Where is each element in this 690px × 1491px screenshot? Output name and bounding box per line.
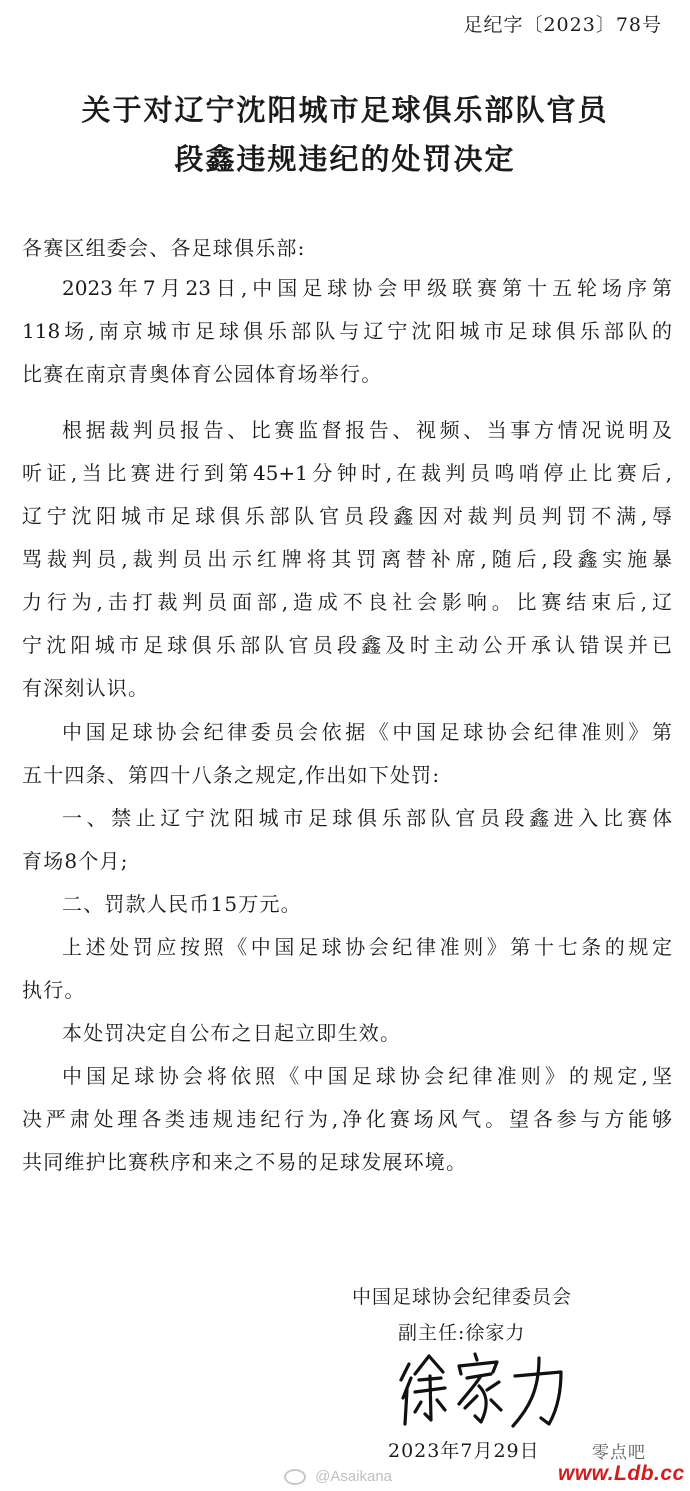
paragraph-line: 上述处罚应按照《中国足球协会纪律准则》第十七条的规定 bbox=[62, 935, 672, 959]
paragraph-line: 骂裁判员,裁判员出示红牌将其罚离替补席,随后,段鑫实施暴 bbox=[22, 547, 672, 571]
paragraph-line: 宁沈阳城市足球俱乐部队官员段鑫及时主动公开承认错误并已 bbox=[22, 633, 672, 657]
paragraph-line: 共同维护比赛秩序和来之不易的足球发展环境。 bbox=[22, 1150, 468, 1174]
site-watermark-name: 零点吧 bbox=[592, 1443, 646, 1463]
weibo-handle: @Asaikana bbox=[315, 1468, 393, 1485]
paragraph-line: 执行。 bbox=[22, 978, 86, 1002]
paragraph-line: 中国足球协会将依照《中国足球协会纪律准则》的规定,坚 bbox=[62, 1064, 672, 1088]
issuing-organization: 中国足球协会纪律委员会 bbox=[352, 1286, 573, 1308]
paragraph-line: 比赛在南京青奥体育公园体育场举行。 bbox=[22, 362, 383, 386]
paragraph-line: 有深刻认识。 bbox=[22, 676, 150, 700]
paragraph-line: 育场8个月; bbox=[22, 849, 129, 873]
paragraph-line: 五十四条、第四十八条之规定,作出如下处罚: bbox=[22, 763, 441, 787]
penalty-item-1: 一、禁止辽宁沈阳城市足球俱乐部队官员段鑫进入比赛体 bbox=[62, 806, 672, 830]
site-watermark-url: www.Ldb.cc bbox=[558, 1462, 685, 1485]
paragraph-line: 中国足球协会纪律委员会依据《中国足球协会纪律准则》第 bbox=[62, 720, 672, 744]
signatory-role: 副主任:徐家力 bbox=[398, 1322, 526, 1344]
paragraph-line: 118场,南京城市足球俱乐部队与辽宁沈阳城市足球俱乐部队的 bbox=[22, 319, 672, 343]
paragraph-line: 辽宁沈阳城市足球俱乐部队官员段鑫因对裁判员判罚不满,辱 bbox=[22, 504, 672, 528]
weibo-watermark bbox=[284, 1466, 392, 1485]
salutation: 各赛区组委会、各足球俱乐部: bbox=[22, 236, 306, 260]
paragraph-line: 本处罚决定自公布之日起立即生效。 bbox=[62, 1021, 402, 1045]
paragraph-line: 根据裁判员报告、比赛监督报告、视频、当事方情况说明及 bbox=[62, 418, 672, 442]
penalty-item-2: 二、罚款人民币15万元。 bbox=[62, 892, 302, 916]
paragraph-line: 力行为,击打裁判员面部,造成不良社会影响。比赛结束后,辽 bbox=[22, 590, 672, 614]
handwritten-signature bbox=[395, 1350, 575, 1430]
document-number: 足纪字〔2023〕78号 bbox=[463, 14, 662, 36]
paragraph-line: 听证,当比赛进行到第45+1分钟时,在裁判员鸣哨停止比赛后, bbox=[22, 461, 672, 485]
signing-date: 2023年7月29日 bbox=[388, 1440, 540, 1462]
weibo-icon bbox=[284, 1469, 306, 1485]
title-line-2: 段鑫违规违纪的处罚决定 bbox=[174, 142, 516, 176]
title-line-1: 关于对辽宁沈阳城市足球俱乐部队官员 bbox=[81, 93, 609, 127]
paragraph-line: 2023年7月23日,中国足球协会甲级联赛第十五轮场序第 bbox=[62, 276, 672, 300]
paragraph-line: 决严肃处理各类违规违纪行为,净化赛场风气。望各参与方能够 bbox=[22, 1107, 672, 1131]
